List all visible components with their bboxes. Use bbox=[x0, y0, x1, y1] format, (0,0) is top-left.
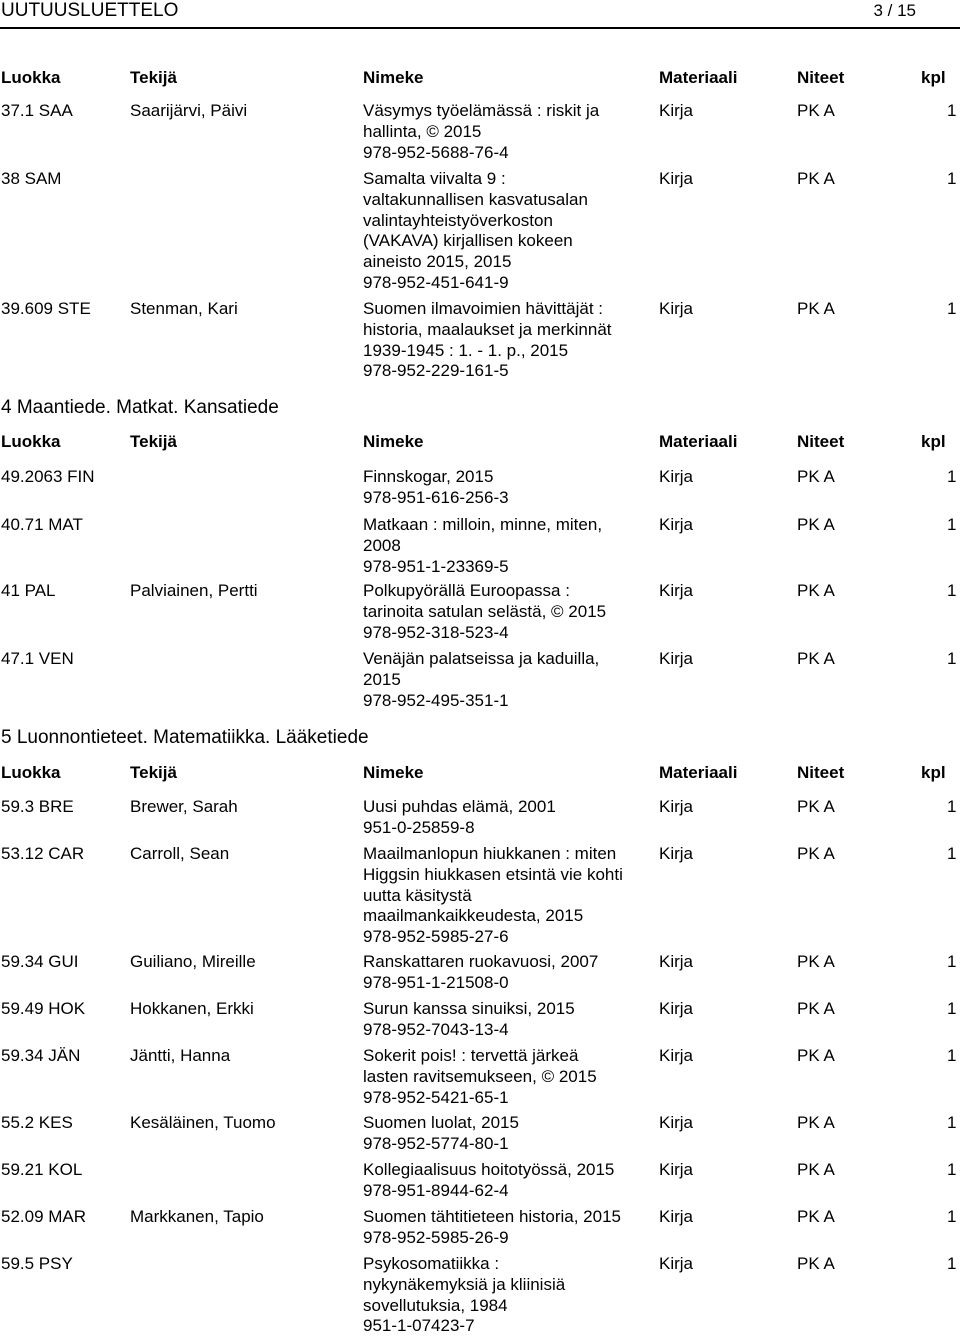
row-materiaali: Kirja bbox=[659, 101, 694, 120]
section-title: 5 Luonnontieteet. Matematiikka. Lääketiede bbox=[1, 727, 369, 748]
row-isbn: 978-952-318-523-4 bbox=[363, 622, 509, 642]
row-isbn: 978-952-5985-27-6 bbox=[363, 927, 509, 947]
row-nimeke-line: lasten ravitsemukseen, © 2015 bbox=[363, 1066, 597, 1086]
row-nimeke bbox=[363, 1113, 648, 1155]
row-niteet: PK A bbox=[797, 467, 835, 486]
row-nimeke bbox=[363, 169, 648, 294]
page-title: UUTUUSLUETTELO bbox=[1, 0, 179, 21]
row-niteet: PK A bbox=[797, 581, 835, 600]
row-luokka: 59.3 BRE bbox=[1, 797, 74, 816]
row-luokka: 59.21 KOL bbox=[1, 1160, 83, 1179]
row-nimeke-line: Uusi puhdas elämä, 2001 bbox=[363, 797, 556, 816]
row-nimeke-line: Kollegiaalisuus hoitotyössä, 2015 bbox=[363, 1160, 615, 1179]
row-nimeke-line: Samalta viivalta 9 : bbox=[363, 169, 506, 188]
row-kpl: 1 bbox=[947, 101, 957, 120]
row-niteet: PK A bbox=[797, 649, 835, 668]
row-nimeke bbox=[363, 1046, 648, 1108]
row-kpl: 1 bbox=[947, 299, 957, 318]
row-materiaali: Kirja bbox=[659, 299, 694, 318]
row-nimeke bbox=[363, 1207, 648, 1249]
row-nimeke bbox=[363, 1160, 648, 1202]
row-tekija: Palviainen, Pertti bbox=[130, 581, 258, 600]
row-niteet: PK A bbox=[797, 1160, 835, 1179]
row-nimeke-line: Psykosomatiikka : bbox=[363, 1254, 500, 1273]
row-kpl: 1 bbox=[947, 952, 957, 971]
row-isbn: 978-951-8944-62-4 bbox=[363, 1180, 509, 1200]
row-niteet: PK A bbox=[797, 299, 835, 318]
row-isbn: 951-0-25859-8 bbox=[363, 817, 475, 837]
row-niteet: PK A bbox=[797, 1207, 835, 1226]
row-niteet: PK A bbox=[797, 797, 835, 816]
column-header-luokka: Luokka bbox=[1, 763, 61, 782]
column-header-luokka: Luokka bbox=[1, 432, 61, 451]
column-header-nimeke: Nimeke bbox=[363, 432, 424, 451]
row-tekija: Jäntti, Hanna bbox=[130, 1046, 231, 1065]
row-isbn: 978-952-451-641-9 bbox=[363, 272, 509, 292]
row-nimeke-line: Higgsin hiukkasen etsintä vie kohti bbox=[363, 864, 623, 884]
column-header-tekija: Tekijä bbox=[130, 68, 177, 87]
row-nimeke bbox=[363, 515, 648, 577]
row-tekija: Carroll, Sean bbox=[130, 844, 230, 863]
row-kpl: 1 bbox=[947, 1046, 957, 1065]
row-tekija: Guiliano, Mireille bbox=[130, 952, 256, 971]
row-nimeke-line: (VAKAVA) kirjallisen kokeen bbox=[363, 231, 573, 251]
column-header-nimeke: Nimeke bbox=[363, 68, 424, 87]
row-isbn: 951-1-07423-7 bbox=[363, 1316, 475, 1336]
row-nimeke-line: uutta käsitystä bbox=[363, 885, 472, 905]
column-header-kpl: kpl bbox=[921, 68, 946, 87]
row-kpl: 1 bbox=[947, 1113, 957, 1132]
row-nimeke-line: sovellutuksia, 1984 bbox=[363, 1295, 508, 1315]
row-tekija: Markkanen, Tapio bbox=[130, 1207, 264, 1226]
row-niteet: PK A bbox=[797, 1046, 835, 1065]
row-materiaali: Kirja bbox=[659, 1207, 694, 1226]
row-niteet: PK A bbox=[797, 844, 835, 863]
row-nimeke bbox=[363, 649, 648, 711]
row-nimeke-line: 1939-1945 : 1. - 1. p., 2015 bbox=[363, 340, 569, 360]
row-tekija: Saarijärvi, Päivi bbox=[130, 101, 248, 120]
column-header-materiaali: Materiaali bbox=[659, 763, 738, 782]
row-luokka: 41 PAL bbox=[1, 581, 56, 600]
row-nimeke-line: Venäjän palatseissa ja kaduilla, bbox=[363, 649, 600, 668]
row-luokka: 47.1 VEN bbox=[1, 649, 74, 668]
row-materiaali: Kirja bbox=[659, 1254, 694, 1273]
row-nimeke bbox=[363, 581, 648, 643]
row-nimeke-line: Väsymys työelämässä : riskit ja bbox=[363, 101, 600, 120]
row-kpl: 1 bbox=[947, 797, 957, 816]
row-luokka: 59.34 JÄN bbox=[1, 1046, 81, 1065]
column-header-kpl: kpl bbox=[921, 763, 946, 782]
page-header bbox=[0, 0, 960, 22]
row-nimeke-line: aineisto 2015, 2015 bbox=[363, 252, 512, 272]
row-nimeke-line: historia, maalaukset ja merkinnät bbox=[363, 319, 612, 339]
row-materiaali: Kirja bbox=[659, 1113, 694, 1132]
row-luokka: 38 SAM bbox=[1, 169, 62, 188]
row-isbn: 978-951-1-21508-0 bbox=[363, 972, 509, 992]
column-header-materiaali: Materiaali bbox=[659, 68, 738, 87]
row-materiaali: Kirja bbox=[659, 844, 694, 863]
row-tekija: Hokkanen, Erkki bbox=[130, 999, 254, 1018]
column-header-niteet: Niteet bbox=[797, 432, 845, 451]
row-luokka: 59.5 PSY bbox=[1, 1254, 73, 1273]
row-luokka: 49.2063 FIN bbox=[1, 467, 95, 486]
row-luokka: 55.2 KES bbox=[1, 1113, 73, 1132]
section-title: 4 Maantiede. Matkat. Kansatiede bbox=[1, 397, 279, 418]
row-niteet: PK A bbox=[797, 169, 835, 188]
row-kpl: 1 bbox=[947, 844, 957, 863]
row-nimeke-line: hallinta, © 2015 bbox=[363, 121, 482, 141]
row-nimeke-line: Maailmanlopun hiukkanen : miten bbox=[363, 844, 617, 863]
page-number: 3 / 15 bbox=[873, 1, 916, 20]
row-nimeke bbox=[363, 952, 648, 994]
row-luokka: 59.49 HOK bbox=[1, 999, 86, 1018]
row-materiaali: Kirja bbox=[659, 999, 694, 1018]
row-tekija: Brewer, Sarah bbox=[130, 797, 238, 816]
row-nimeke bbox=[363, 844, 648, 948]
row-kpl: 1 bbox=[947, 169, 957, 188]
row-nimeke-line: nykynäkemyksiä ja kliinisiä bbox=[363, 1274, 566, 1294]
row-nimeke bbox=[363, 1254, 648, 1337]
row-nimeke-line: Suomen luolat, 2015 bbox=[363, 1113, 519, 1132]
row-materiaali: Kirja bbox=[659, 581, 694, 600]
row-kpl: 1 bbox=[947, 1207, 957, 1226]
row-kpl: 1 bbox=[947, 1160, 957, 1179]
row-luokka: 59.34 GUI bbox=[1, 952, 79, 971]
row-nimeke-line: Ranskattaren ruokavuosi, 2007 bbox=[363, 952, 599, 971]
row-nimeke-line: Surun kanssa sinuiksi, 2015 bbox=[363, 999, 575, 1018]
row-isbn: 978-952-495-351-1 bbox=[363, 690, 509, 710]
row-isbn: 978-952-5774-80-1 bbox=[363, 1133, 509, 1153]
row-materiaali: Kirja bbox=[659, 952, 694, 971]
row-kpl: 1 bbox=[947, 1254, 957, 1273]
row-nimeke-line: valintayhteistyöverkoston bbox=[363, 210, 553, 230]
column-header-niteet: Niteet bbox=[797, 763, 845, 782]
column-header-tekija: Tekijä bbox=[130, 763, 177, 782]
row-nimeke-line: Sokerit pois! : tervettä järkeä bbox=[363, 1046, 579, 1065]
row-nimeke bbox=[363, 299, 648, 382]
column-header-kpl: kpl bbox=[921, 432, 946, 451]
column-header-niteet: Niteet bbox=[797, 68, 845, 87]
row-isbn: 978-951-616-256-3 bbox=[363, 487, 509, 507]
column-header-materiaali: Materiaali bbox=[659, 432, 738, 451]
row-nimeke bbox=[363, 999, 648, 1041]
row-materiaali: Kirja bbox=[659, 1046, 694, 1065]
row-nimeke bbox=[363, 467, 648, 509]
row-isbn: 978-952-5688-76-4 bbox=[363, 142, 509, 162]
row-materiaali: Kirja bbox=[659, 649, 694, 668]
row-niteet: PK A bbox=[797, 1254, 835, 1273]
row-nimeke-line: maailmankaikkeudesta, 2015 bbox=[363, 906, 584, 926]
column-header-row bbox=[0, 68, 960, 90]
row-nimeke-line: Polkupyörällä Euroopassa : bbox=[363, 581, 570, 600]
row-materiaali: Kirja bbox=[659, 169, 694, 188]
row-kpl: 1 bbox=[947, 999, 957, 1018]
row-nimeke-line: Suomen tähtitieteen historia, 2015 bbox=[363, 1207, 622, 1226]
row-nimeke-line: 2008 bbox=[363, 535, 401, 555]
row-niteet: PK A bbox=[797, 1113, 835, 1132]
row-niteet: PK A bbox=[797, 515, 835, 534]
row-nimeke bbox=[363, 797, 648, 839]
row-kpl: 1 bbox=[947, 515, 957, 534]
row-luokka: 37.1 SAA bbox=[1, 101, 73, 120]
row-isbn: 978-952-229-161-5 bbox=[363, 361, 509, 381]
header-rule bbox=[0, 27, 960, 29]
row-nimeke-line: 2015 bbox=[363, 669, 401, 689]
row-kpl: 1 bbox=[947, 467, 957, 486]
row-isbn: 978-952-5421-65-1 bbox=[363, 1087, 509, 1107]
row-nimeke-line: Finnskogar, 2015 bbox=[363, 467, 494, 486]
row-isbn: 978-952-5985-26-9 bbox=[363, 1227, 509, 1247]
row-isbn: 978-952-7043-13-4 bbox=[363, 1019, 509, 1039]
row-materiaali: Kirja bbox=[659, 1160, 694, 1179]
row-nimeke-line: valtakunnallisen kasvatusalan bbox=[363, 189, 588, 209]
row-luokka: 40.71 MAT bbox=[1, 515, 83, 534]
row-tekija: Kesäläinen, Tuomo bbox=[130, 1113, 276, 1132]
row-luokka: 52.09 MAR bbox=[1, 1207, 87, 1226]
row-kpl: 1 bbox=[947, 649, 957, 668]
row-materiaali: Kirja bbox=[659, 797, 694, 816]
row-materiaali: Kirja bbox=[659, 467, 694, 486]
row-niteet: PK A bbox=[797, 101, 835, 120]
row-luokka: 53.12 CAR bbox=[1, 844, 85, 863]
row-tekija: Stenman, Kari bbox=[130, 299, 238, 318]
column-header-luokka: Luokka bbox=[1, 68, 61, 87]
row-materiaali: Kirja bbox=[659, 515, 694, 534]
column-header-tekija: Tekijä bbox=[130, 432, 177, 451]
row-isbn: 978-951-1-23369-5 bbox=[363, 556, 509, 576]
column-header-row bbox=[0, 763, 960, 785]
row-niteet: PK A bbox=[797, 952, 835, 971]
row-nimeke-line: Matkaan : milloin, minne, miten, bbox=[363, 515, 603, 534]
row-luokka: 39.609 STE bbox=[1, 299, 91, 318]
row-nimeke-line: tarinoita satulan selästä, © 2015 bbox=[363, 601, 607, 621]
row-kpl: 1 bbox=[947, 581, 957, 600]
row-nimeke-line: Suomen ilmavoimien hävittäjät : bbox=[363, 299, 604, 318]
column-header-nimeke: Nimeke bbox=[363, 763, 424, 782]
row-niteet: PK A bbox=[797, 999, 835, 1018]
column-header-row bbox=[0, 432, 960, 454]
row-nimeke bbox=[363, 101, 648, 163]
